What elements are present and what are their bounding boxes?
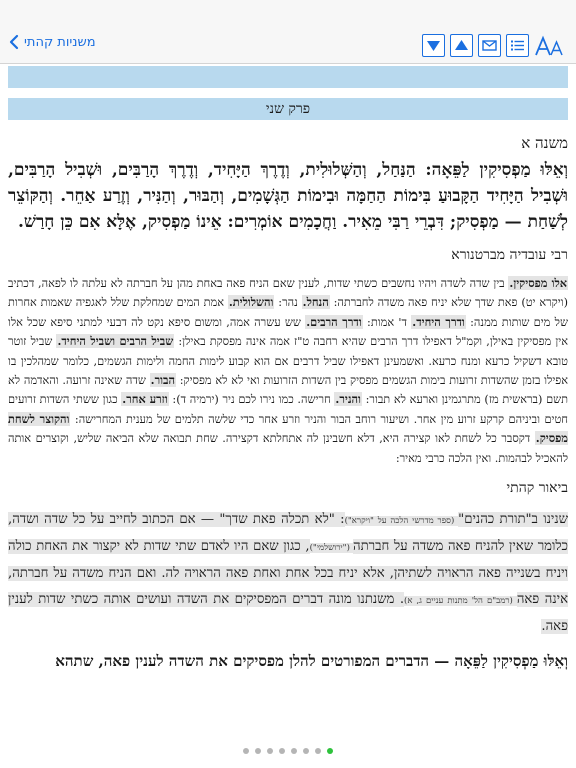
page-dot[interactable] — [279, 748, 285, 754]
bartenura-text: אלו מפסיקין. בין שדה לשדה ויהיו נחשבים כשתי שדות, לענין שאם הניח פאה באחת מהן על חברתה לא עלתה לו לפאה, דכתיב (ויקרא יט) פאת שדך שלא יניח פאה משדה לחברתה: הנחל. נהר: והשלולית. אמת המים שמחלקת שלל לאגפיה שאמות אחרות של מים שותות ממנה: ודרך היחיד. ד' אמות: ודרך הרבים. שש עשרה אמה, ומשום סיפא נקט לה דבעי למתני סיפא שכל אלו אין מפסיקין באילן, וקמ"ל דאפילו דרך הרבים שהיא רחבה ט"ז אמה אינה מפסקת באילן: שביל הרבים ושביל היחיד. שביל זוטר טובא דשקיל כרעא ומנח כרעא. ואשמעינן דאפילו שביל דרבים אם הוא קבוע לימות החמה ולימות הגשמים, כלומר שמהלכין בו אפילו בזמן שהשדות זרועות בימות הגשמים מפסיק בין השדות הזרועות ואי לא לא מפסיק: הבור. שדה שאינה זרועה. והאדמה לא תשם (בראשית מז) מתרגמינן וארעא לא תבור: והניר. חרישה. כמו נירו לכם ניר (ירמיה ד): וזרע אחר. כגון ששתי השדות זרועים חטים וביניהם קרקע זרוע מין אחר. ושיעור רוחב הבור והניר וזרע אחר כדי שלשה תלמים של מענית המחרישה: והקוצר לשחת מפסיק. דקסבר כל לשחת לאו קצירה היא, דלא חשבינן לה אתחלתא דקצירה. שחת תבואה שלא הביאה שליש, וקוצרים אותה להאכיל לבהמות. ואין הלכה כרבי מאיר: — [8, 276, 569, 465]
text-size-button[interactable] — [534, 34, 564, 57]
chevron-left-icon — [8, 34, 20, 50]
toolbar — [422, 34, 564, 57]
dibur-hamatchil: והניר. — [335, 392, 361, 407]
page-dot[interactable] — [315, 748, 321, 754]
top-divider-bar — [8, 66, 568, 88]
contents-list-button[interactable] — [506, 34, 529, 57]
page-dot[interactable] — [243, 748, 249, 754]
mishna-text: וְאֵלּוּ מַפְסִיקִין לַפֵּאָה: הַנַּחַל, וְהַשְּׁלוּלִית, וְדֶרֶךְ הַיָּחִיד, וְדֶרֶךְ הָרַבִּים, וּשְׁבִיל הָרַבִּים, וּשְׁבִיל הַיָּחִיד הַקָּבוּעַ בִּימוֹת הַחַמָּה וּבִימוֹת הַגְּשָׁמִים, וְהַבּוּר, וְהַנִּיר, וְזֶרַע אַחֵר. וְהַקּוֹצֵר לְשַׁחַת — מַפְסִיק; דִּבְרֵי רַבִּי מֵאִיר. וַחֲכָמִים אוֹמְרִים: אֵינוֹ מַפְסִיק, אֶלָּא אִם כֵּן חָרַשׁ. — [8, 160, 568, 232]
dibur-hamatchil: אלו מפסיקין. — [509, 276, 568, 290]
dibur-hamatchil: ודרך הרבים. — [306, 314, 362, 329]
page-indicator[interactable] — [0, 748, 576, 754]
chapter-title: פרק שני — [8, 98, 568, 120]
source-reference: (רמב"ם הל' מתנות עניים ג, א) — [404, 596, 517, 607]
dibur-hamatchil: וזרע אחר. — [122, 392, 168, 407]
next-paragraph-start: וְאֵלּוּ מַפְסִיקִין לַפֵּאָה — הדברים המפורטים להלן מפסיקים את השדה לענין פאה, שתהא — [55, 652, 568, 671]
bartenura-heading: רבי עובדיה מברטנורא — [451, 247, 568, 263]
source-reference: (ספר מדרשי הלכה על "ויקרא") — [344, 516, 459, 527]
dibur-hamatchil: והקוצר לשחת מפסיק. — [8, 411, 568, 446]
dibur-hamatchil: ודרך היחיד. — [412, 314, 465, 329]
scroll-up-button[interactable] — [450, 34, 473, 57]
source-reference: ("ירושלמי") — [309, 543, 354, 554]
page-dot[interactable] — [327, 748, 333, 754]
back-button-label: משניות קהתי — [24, 34, 96, 50]
mail-icon — [481, 37, 498, 54]
navigation-bar — [0, 0, 576, 64]
biur-text: שנינו ב"תורת כהנים" (ספר מדרשי הלכה על "ויקרא"): "לא תכלה פאת שדך" — אם הכתוב לחייב על כל שדה ושדה, כלומר שאין להניח פאה משדה על חברתה ("ירושלמי"), כגון שאם היו לאדם שתי שדות לא יקצור את האחת כולה ויניח בשנייה פאה הראויה לשתיהן, אלא יניח בכל אחת ואחת פאה הראויה לה. ואם הניח משדה על חברתה, אינה פאה (רמב"ם הל' מתנות עניים ג, א). משנתנו מונה דברים המפסיקים את השדה ועושים אותה כשתי שדות לענין פאה. — [8, 512, 568, 635]
dibur-hamatchil: והשלולית. — [228, 295, 274, 310]
text-size-icon — [534, 35, 564, 57]
dibur-hamatchil: הנחל. — [302, 295, 329, 310]
scroll-down-button[interactable] — [422, 34, 445, 57]
page-dot[interactable] — [267, 748, 273, 754]
back-button[interactable] — [8, 34, 96, 50]
page-dot[interactable] — [303, 748, 309, 754]
text-content — [8, 128, 568, 671]
dibur-hamatchil: הבור. — [150, 373, 175, 388]
mishna-heading: משנה א — [521, 134, 568, 152]
share-mail-button[interactable] — [478, 34, 501, 57]
arrow-down-icon — [425, 37, 442, 54]
page-dot[interactable] — [255, 748, 261, 754]
arrow-up-icon — [453, 37, 470, 54]
page-dot[interactable] — [291, 748, 297, 754]
list-icon — [509, 37, 526, 54]
biur-heading: ביאור קהתי — [506, 480, 568, 497]
dibur-hamatchil: שביל הרבים ושביל היחיד. — [57, 334, 174, 349]
